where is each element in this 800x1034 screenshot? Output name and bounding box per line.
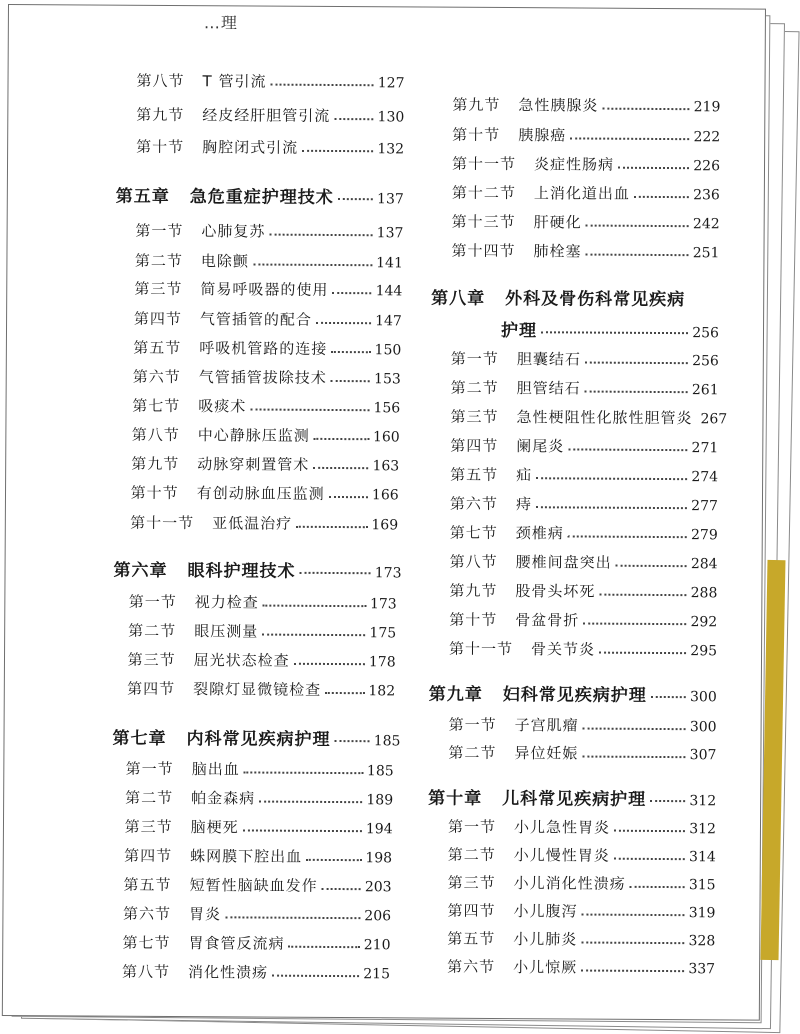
- toc-leader-dots: [263, 604, 366, 607]
- toc-section-entry: [449, 638, 717, 661]
- toc-section-entry: [134, 308, 402, 331]
- toc-leader-dots: [335, 740, 370, 742]
- toc-entry-label: 第五节: [447, 929, 496, 948]
- toc-section-entry: [136, 104, 404, 127]
- toc-leader-dots: [583, 622, 686, 625]
- toc-chapter-entry: [431, 284, 719, 311]
- toc-page-number: 215: [363, 966, 391, 983]
- toc-section-entry: [136, 136, 404, 159]
- toc-entry-label: 第一节: [135, 221, 184, 241]
- toc-chapter-entry: [429, 680, 717, 707]
- toc-entry-title: 简易呼吸器的使用: [200, 280, 329, 299]
- toc-entry-title: 腰椎间盘突出: [515, 553, 612, 572]
- toc-section-entry: [127, 678, 395, 701]
- toc-entry-label: 第八节: [449, 552, 498, 572]
- toc-page-number: 312: [689, 821, 717, 838]
- toc-entry-label: 第二节: [134, 251, 183, 271]
- toc-entry-label: 第三节: [127, 650, 176, 670]
- toc-page-number: 173: [369, 596, 397, 613]
- toc-entry-label: 第二节: [447, 845, 496, 864]
- toc-entry-label: 第七节: [449, 523, 498, 543]
- toc-leader-dots: [618, 166, 689, 168]
- toc-entry-label: 第十节: [449, 610, 498, 630]
- toc-entry-title: 骨关节炎: [531, 640, 596, 659]
- toc-leader-dots: [581, 969, 684, 972]
- toc-page-number: 175: [369, 625, 397, 642]
- toc-section-entry: [133, 337, 401, 360]
- toc-section-entry: [449, 609, 717, 632]
- toc-section-entry: [451, 240, 719, 263]
- toc-page-number: 292: [690, 614, 718, 631]
- toc-leader-dots: [262, 633, 365, 636]
- toc-entry-title: 中心静脉压监测: [197, 426, 310, 445]
- toc-section-entry: [450, 493, 718, 516]
- toc-entry-title: 屈光状态检查: [193, 651, 290, 670]
- toc-page-number: 288: [690, 585, 718, 602]
- toc-entry-title: 小儿慢性胃炎: [513, 846, 610, 865]
- toc-page-number: 169: [371, 517, 399, 534]
- toc-entry-title: 颈椎病: [515, 524, 564, 543]
- toc-entry-label: 第十节: [130, 483, 179, 503]
- toc-entry-title: 短暂性脑缺血发作: [189, 876, 318, 895]
- toc-entry-title: 骨盆骨折: [515, 611, 580, 630]
- toc-entry-title: 急性梗阻性化脓性胆管炎: [516, 408, 693, 428]
- toc-page-number: 203: [364, 879, 392, 896]
- toc-page: [2, 4, 766, 1021]
- toc-entry-title: 小儿肺炎: [513, 930, 578, 949]
- toc-entry-label: 第二节: [448, 743, 497, 762]
- toc-page-number: 147: [375, 313, 402, 330]
- toc-entry-title: 妇科常见疾病护理: [502, 685, 647, 706]
- toc-entry-label: 第七节: [132, 396, 181, 416]
- toc-leader-dots: [599, 593, 686, 596]
- toc-entry-label: 第九节: [449, 581, 498, 601]
- toc-page-number: 312: [689, 793, 717, 810]
- toc-page-number: 130: [377, 109, 405, 126]
- toc-entry-label: 第一节: [448, 715, 497, 734]
- toc-page-number: 267: [700, 411, 728, 428]
- toc-entry-title: 眼压测量: [194, 622, 259, 641]
- toc-leader-dots: [585, 361, 688, 364]
- toc-entry-title: 胃食管反流病: [188, 934, 285, 953]
- toc-section-entry: [452, 211, 720, 234]
- toc-page-number: 319: [688, 905, 716, 922]
- toc-leader-dots: [570, 137, 689, 140]
- toc-entry-title: 异位妊娠: [514, 744, 579, 763]
- toc-entry-label: 第八节: [121, 962, 171, 982]
- toc-entry-label: 第六节: [449, 494, 499, 514]
- toc-section-entry: [448, 844, 716, 867]
- toc-entry-label: 第一节: [125, 759, 174, 779]
- toc-entry-label: 第十一节: [130, 513, 195, 533]
- toc-entry-title: 儿科常见疾病护理: [502, 789, 647, 810]
- toc-page-number: 300: [689, 719, 717, 736]
- toc-leader-dots: [316, 321, 371, 323]
- toc-section-entry: [449, 580, 717, 603]
- toc-entry-title: 小儿腹泻: [513, 902, 578, 921]
- toc-entry-title: 胆管结石: [516, 379, 581, 398]
- toc-section-entry: [136, 70, 404, 93]
- toc-section-entry: [131, 482, 399, 505]
- toc-page-number: 150: [374, 342, 402, 359]
- toc-entry-label: 第五节: [450, 465, 499, 485]
- toc-page-number: 137: [377, 191, 404, 208]
- toc-page-number: 189: [366, 792, 394, 809]
- toc-section-entry: [129, 591, 397, 614]
- toc-page-number: 307: [689, 747, 717, 764]
- toc-section-entry: [122, 932, 390, 955]
- toc-leader-dots: [585, 390, 688, 393]
- toc-entry-title: 炎症性肠病: [533, 155, 615, 174]
- toc-entry-title: 小儿消化性溃疡: [513, 874, 626, 893]
- toc-section-entry: [452, 124, 720, 147]
- toc-entry-title: 气管插管拔除技术: [198, 368, 327, 387]
- toc-section-entry: [448, 816, 716, 839]
- toc-leader-dots: [269, 233, 372, 236]
- toc-entry-title: 急性胰腺炎: [518, 96, 599, 115]
- toc-entry-title: 裂隙灯显微镜检查: [193, 680, 322, 699]
- running-head: …理: [203, 13, 238, 33]
- toc-entry-title: 胸腔闭式引流: [202, 138, 299, 157]
- toc-entry-title: 帕金森病: [191, 789, 256, 808]
- toc-leader-dots: [536, 477, 687, 480]
- toc-entry-title: 有创动脉血压监测: [196, 484, 325, 503]
- toc-leader-dots: [614, 829, 685, 831]
- toc-page-number: 198: [365, 850, 393, 867]
- toc-page-number: 337: [688, 961, 716, 978]
- toc-leader-dots: [259, 800, 362, 803]
- toc-entry-label: 第六节: [123, 904, 172, 924]
- toc-section-entry: [448, 742, 716, 765]
- toc-entry-label: 第五章: [115, 186, 170, 207]
- toc-page-number: 284: [690, 556, 718, 573]
- toc-page-number: 314: [689, 849, 716, 866]
- toc-page-number: 315: [688, 877, 716, 894]
- toc-page-number: 144: [375, 283, 403, 300]
- toc-leader-dots: [616, 564, 687, 566]
- toc-chapter-entry: [112, 724, 400, 751]
- toc-entry-title: 经皮经肝胆管引流: [202, 106, 331, 125]
- toc-page-number: 185: [366, 763, 394, 780]
- toc-chapter-entry: [113, 556, 401, 583]
- toc-entry-title: 肝硬化: [533, 213, 582, 232]
- toc-section-entry: [125, 787, 393, 810]
- toc-leader-dots: [300, 571, 371, 573]
- toc-leader-dots: [243, 829, 362, 832]
- toc-page-number: 173: [374, 565, 402, 582]
- toc-entry-label: 第二节: [125, 788, 174, 808]
- toc-leader-dots: [634, 195, 689, 197]
- toc-page-number: 222: [693, 129, 721, 146]
- toc-section-entry: [447, 928, 715, 951]
- toc-page-number: 163: [372, 458, 400, 475]
- toc-leader-dots: [583, 727, 686, 730]
- toc-entry-title: 阑尾炎: [516, 437, 565, 456]
- toc-chapter-entry: [428, 784, 716, 811]
- toc-leader-dots: [586, 224, 689, 227]
- toc-leader-dots: [296, 525, 367, 527]
- toc-entry-title: 内科常见疾病护理: [186, 729, 331, 750]
- toc-entry-title: 护理: [500, 321, 538, 342]
- toc-section-entry: [450, 435, 718, 458]
- toc-entry-label: 第十二节: [451, 183, 516, 203]
- toc-section-entry: [447, 900, 715, 923]
- toc-section-entry: [452, 182, 720, 205]
- toc-entry-label: 第四节: [124, 846, 173, 866]
- toc-entry-title: 急危重症护理技术: [189, 187, 334, 208]
- toc-section-entry: [123, 903, 391, 926]
- toc-entry-label: 第三节: [450, 407, 499, 427]
- toc-entry-label: 第一节: [447, 817, 497, 836]
- toc-entry-label: 第一节: [450, 349, 499, 369]
- toc-leader-dots: [325, 691, 364, 693]
- toc-leader-dots: [536, 506, 687, 509]
- toc-chapter-entry: [501, 316, 719, 342]
- toc-entry-label: 第九章: [428, 684, 483, 705]
- toc-leader-dots: [270, 83, 373, 86]
- toc-leader-dots: [582, 755, 685, 758]
- toc-page-number: 137: [376, 225, 404, 242]
- toc-entry-label: 第四节: [450, 436, 499, 456]
- toc-page-number: 182: [368, 683, 396, 700]
- toc-entry-title: T 管引流: [202, 72, 267, 91]
- toc-page-number: 256: [692, 353, 719, 370]
- toc-page-number: 160: [372, 429, 400, 446]
- toc-entry-title: 小儿惊厥: [513, 958, 578, 977]
- toc-section-entry: [450, 464, 718, 487]
- toc-entry-title: 消化性溃疡: [187, 963, 269, 982]
- toc-leader-dots: [272, 974, 359, 977]
- toc-section-entry: [132, 395, 400, 418]
- toc-entry-title: 胆囊结石: [516, 350, 581, 369]
- toc-page-number: 274: [691, 469, 719, 486]
- toc-page-number: 256: [692, 325, 720, 342]
- toc-entry-label: 第九节: [131, 454, 180, 474]
- toc-entry-title: 蛛网膜下腔出血: [190, 847, 303, 866]
- toc-page-number: 219: [693, 99, 721, 116]
- toc-leader-dots: [253, 263, 372, 266]
- toc-leader-dots: [289, 945, 360, 947]
- toc-page-number: 226: [693, 158, 721, 175]
- toc-leader-dots: [331, 379, 370, 381]
- toc-entry-label: 第七章: [112, 728, 167, 749]
- toc-entry-title: 心肺复苏: [201, 222, 266, 241]
- toc-page-number: 251: [692, 245, 720, 262]
- toc-entry-title: 胃炎: [189, 905, 222, 924]
- toc-page-number: 141: [376, 255, 403, 272]
- toc-leader-dots: [630, 885, 685, 887]
- toc-entry-label: 第十章: [428, 788, 483, 809]
- toc-page-number: 185: [373, 733, 401, 750]
- toc-entry-title: 疝: [516, 466, 533, 485]
- toc-leader-dots: [568, 535, 687, 538]
- toc-entry-title: 外科及骨伤科常见疾病: [505, 289, 686, 311]
- toc-entry-label: 第八节: [136, 71, 185, 91]
- toc-entry-label: 第二节: [128, 621, 177, 641]
- toc-section-entry: [452, 94, 720, 117]
- toc-entry-label: 第十一节: [451, 154, 517, 174]
- toc-page-number: 153: [374, 371, 401, 388]
- toc-entry-label: 第七节: [122, 933, 171, 953]
- toc-entry-label: 第三节: [124, 817, 173, 837]
- toc-entry-label: 第五节: [123, 875, 172, 895]
- toc-entry-label: 第十四节: [451, 241, 516, 261]
- toc-leader-dots: [599, 651, 686, 654]
- toc-section-entry: [130, 512, 398, 535]
- toc-leader-dots: [568, 448, 687, 451]
- toc-entry-label: 第八章: [431, 288, 486, 309]
- toc-leader-dots: [614, 857, 685, 859]
- toc-leader-dots: [302, 149, 373, 151]
- toc-section-entry: [134, 278, 402, 301]
- toc-entry-title: 脑梗死: [190, 818, 239, 837]
- toc-leader-dots: [581, 941, 684, 944]
- toc-leader-dots: [334, 117, 373, 119]
- toc-section-entry: [128, 620, 396, 643]
- toc-section-entry: [124, 845, 392, 868]
- toc-page-number: 194: [365, 821, 393, 838]
- toc-leader-dots: [331, 350, 370, 352]
- toc-page-number: 166: [371, 487, 399, 504]
- toc-leader-dots: [338, 198, 373, 200]
- toc-entry-title: 上消化道出血: [533, 184, 630, 203]
- toc-section-entry: [131, 453, 399, 476]
- toc-section-entry: [450, 406, 728, 429]
- toc-entry-label: 第六节: [447, 957, 496, 976]
- toc-entry-label: 第九节: [136, 105, 185, 125]
- toc-leader-dots: [650, 799, 685, 801]
- toc-entry-title: 电除颤: [200, 252, 249, 271]
- toc-leader-dots: [332, 291, 371, 293]
- toc-page-number: 328: [688, 933, 716, 950]
- toc-leader-dots: [581, 913, 684, 916]
- toc-entry-title: 子宫肌瘤: [514, 716, 579, 735]
- toc-leader-dots: [651, 695, 686, 697]
- toc-page-number: 236: [693, 187, 720, 204]
- toc-entry-label: 第十三节: [451, 212, 516, 232]
- toc-page-number: 271: [691, 440, 719, 457]
- toc-page-number: 132: [377, 141, 405, 158]
- toc-leader-dots: [329, 495, 368, 497]
- toc-entry-label: 第六章: [113, 560, 168, 581]
- toc-entry-label: 第四节: [127, 679, 176, 699]
- toc-leader-dots: [250, 408, 369, 411]
- toc-entry-label: 第二节: [450, 378, 499, 398]
- toc-section-entry: [126, 758, 394, 781]
- toc-section-entry: [451, 377, 719, 400]
- toc-page-number: 295: [690, 643, 718, 660]
- toc-entry-label: 第一节: [128, 592, 177, 612]
- toc-section-entry: [450, 522, 718, 545]
- toc-leader-dots: [244, 771, 363, 774]
- toc-entry-title: 视力检查: [194, 593, 259, 612]
- toc-section-entry: [132, 424, 400, 447]
- toc-section-entry: [122, 961, 390, 984]
- toc-leader-dots: [322, 887, 361, 889]
- toc-entry-label: 第四节: [133, 309, 182, 329]
- toc-entry-title: 吸痰术: [198, 397, 247, 416]
- toc-entry-label: 第九节: [452, 95, 501, 115]
- toc-entry-label: 第十一节: [449, 639, 514, 659]
- toc-section-entry: [135, 250, 403, 273]
- toc-entry-label: 第三节: [447, 873, 496, 892]
- toc-entry-title: 动脉穿刺置管术: [197, 455, 310, 474]
- toc-page-number: 279: [690, 527, 718, 544]
- toc-entry-label: 第十节: [136, 137, 185, 157]
- toc-page-number: 210: [363, 937, 391, 954]
- toc-section-entry: [125, 816, 393, 839]
- toc-section-entry: [452, 153, 720, 176]
- toc-entry-label: 第十节: [452, 125, 501, 145]
- toc-leader-dots: [586, 253, 689, 256]
- toc-leader-dots: [314, 437, 369, 439]
- toc-page-number: 156: [373, 400, 401, 417]
- toc-page-number: 261: [691, 382, 719, 399]
- toc-page-number: 300: [689, 689, 717, 706]
- toc-section-entry: [450, 551, 718, 574]
- toc-entry-title: 股骨头坏死: [515, 582, 596, 601]
- toc-page-number: 127: [377, 75, 405, 92]
- toc-page-number: 242: [692, 216, 720, 233]
- toc-entry-label: 第三节: [134, 279, 183, 299]
- toc-entry-title: 气管插管的配合: [199, 310, 312, 329]
- toc-entry-label: 第八节: [131, 425, 180, 445]
- toc-leader-dots: [294, 662, 365, 664]
- toc-leader-dots: [602, 107, 689, 110]
- toc-leader-dots: [306, 858, 361, 860]
- toc-page-number: 277: [691, 498, 718, 515]
- toc-leader-dots: [541, 331, 688, 334]
- toc-entry-title: 呼吸机管路的连接: [199, 339, 328, 358]
- toc-leader-dots: [225, 916, 360, 919]
- toc-entry-title: 小儿急性胃炎: [513, 818, 611, 837]
- toc-entry-title: 肺栓塞: [533, 242, 582, 261]
- toc-entry-title: 亚低温治疗: [212, 514, 293, 533]
- toc-section-entry: [133, 366, 401, 389]
- toc-leader-dots: [313, 466, 368, 468]
- toc-entry-title: 脑出血: [191, 760, 240, 779]
- toc-section-entry: [448, 872, 716, 895]
- toc-section-entry: [135, 220, 403, 243]
- toc-chapter-entry: [116, 182, 404, 209]
- toc-entry-label: 第四节: [447, 901, 496, 920]
- toc-entry-label: 第六节: [132, 367, 181, 387]
- toc-section-entry: [451, 348, 719, 371]
- toc-entry-title: 胰腺癌: [518, 126, 567, 145]
- toc-section-entry: [124, 874, 392, 897]
- toc-page-number: 178: [368, 654, 396, 671]
- toc-section-entry: [128, 649, 396, 672]
- toc-entry-label: 第五节: [133, 338, 182, 358]
- toc-page-number: 206: [364, 908, 392, 925]
- toc-entry-title: 痔: [515, 495, 533, 514]
- toc-section-entry: [447, 956, 715, 979]
- toc-section-entry: [449, 714, 717, 737]
- toc-entry-title: 眼科护理技术: [187, 561, 296, 582]
